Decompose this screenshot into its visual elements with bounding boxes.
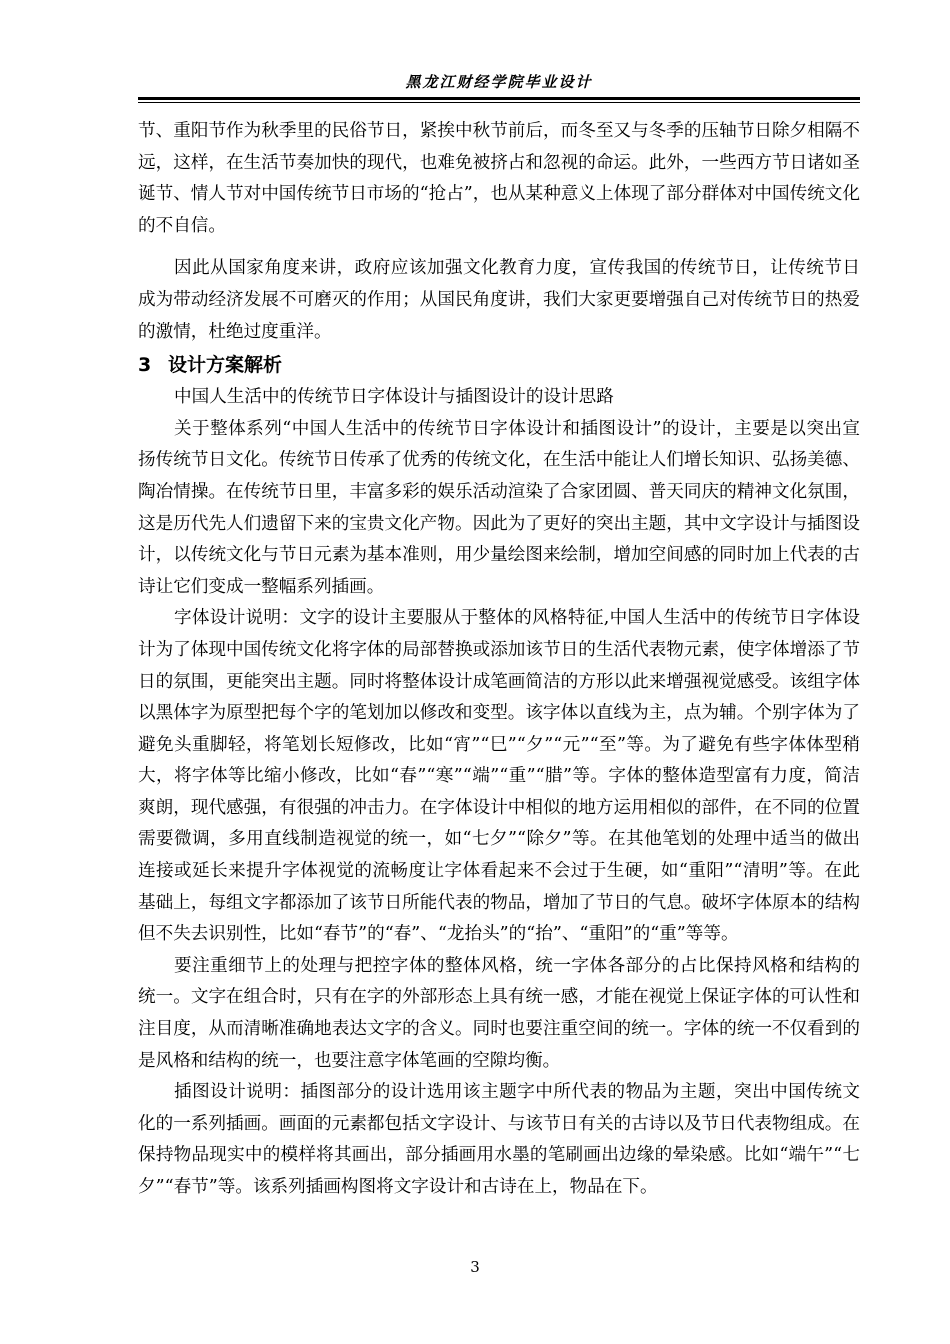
header-rule-thick (138, 97, 860, 100)
page-body (138, 116, 860, 1204)
section-number: 3 (138, 354, 152, 377)
section-title: 设计方案解析 (168, 354, 283, 377)
paragraph: 要注重细节上的处理与把控字体的整体风格，统一字体各部分的占比保持风格和结构的统一。文字在组合时，只有在字的外部形态上具有统一感，才能在视觉上保证字体的可认性和注目度，从而清晰准确地表达文字的含义。同时也要注重空间的统一。字体的统一不仅看到的是风格和结构的统一，也要注意字体笔画的空隙均衡。 (138, 955, 860, 1071)
subsection-heading: 中国人生活中的传统节日字体设计与插图设计的设计思路 (174, 387, 614, 408)
paragraph: 插图设计说明：插图部分的设计选用该主题字中所代表的物品为主题，突出中国传统文化的一系列插画。画面的元素都包括文字设计、与该节日有关的古诗以及节日代表物组成。在保持物品现实中的模样将其画出，部分插画用水墨的笔刷画出边缘的晕染感。比如“端午”“七夕”“春节”等。该系列插画构图将文字设计和古诗在上，物品在下。 (138, 1082, 860, 1197)
header-rule-thin (138, 102, 860, 103)
paragraph: 因此从国家角度来讲，政府应该加强文化教育力度，宣传我国的传统节日，让传统节日成为带动经济发展不可磨灭的作用；从国民角度讲，我们大家更要增强自己对传统节日的热爱的激情，杜绝过度重洋。 (138, 258, 860, 342)
paragraph-continuation: 节、重阳节作为秋季里的民俗节日，紧挨中秋节前后，而冬至又与冬季的压轴节日除夕相隔不远，这样，在生活节奏加快的现代，也难免被挤占和忽视的命运。此外，一些西方节日诸如圣诞节、情人节对中国传统节日市场的“抢占”，也从某种意义上体现了部分群体对中国传统文化的不自信。 (138, 121, 860, 236)
paragraph: 字体设计说明：文字的设计主要服从于整体的风格特征,中国人生活中的传统节日字体设计为了体现中国传统文化将字体的局部替换或添加该节日的生活代表物元素，使字体增添了节日的氛围，更能突出主题。同时将整体设计成笔画简洁的方形以此来增强视觉感受。该组字体以黑体字为原型把每个字的笔划加以修改和变型。该字体以直线为主，点为辅。个别字体为了避免头重脚轻，将笔划长短修改，比如“宵”“巳”“夕”“元”“至”等。为了避免有些字体体型稍大，将字体等比缩小修改，比如“春”“寒”“端”“重”“腊”等。字体的整体造型富有力度，简洁爽朗，现代感强，有很强的冲击力。在字体设计中相似的地方运用相似的部件，在不同的位置需要微调，多用直线制造视觉的统一，如“七夕”“除夕”等。在其他笔划的处理中适当的做出连接或延长来提升字体视觉的流畅度让字体看起来不会过于生硬，如“重阳”“清明”等。在此基础上，每组文字都添加了该节日所能代表的物品，增加了节日的气息。破坏字体原本的结构但不失去识别性，比如“春节”的“春”、“龙抬头”的“抬”、“重阳”的“重”等等。 (138, 608, 860, 945)
page-number: 3 (470, 1258, 480, 1276)
page-header-title: 黑龙江财经学院毕业设计 (405, 73, 593, 91)
section-heading (138, 348, 860, 382)
paragraph: 关于整体系列“中国人生活中的传统节日字体设计和插图设计”的设计，主要是以突出宣扬传统节日文化。传统节日传承了优秀的传统文化，在生活中能让人们增长知识、弘扬美德、陶冶情操。在传统节日里，丰富多彩的娱乐活动渲染了合家团圆、普天同庆的精神文化氛围，这是历代先人们遗留下来的宝贵文化产物。因此为了更好的突出主题，其中文字设计与插图设计，以传统文化与节日元素为基本准则，用少量绘图来绘制，增加空间感的同时加上代表的古诗让它们变成一整幅系列插画。 (138, 418, 860, 597)
